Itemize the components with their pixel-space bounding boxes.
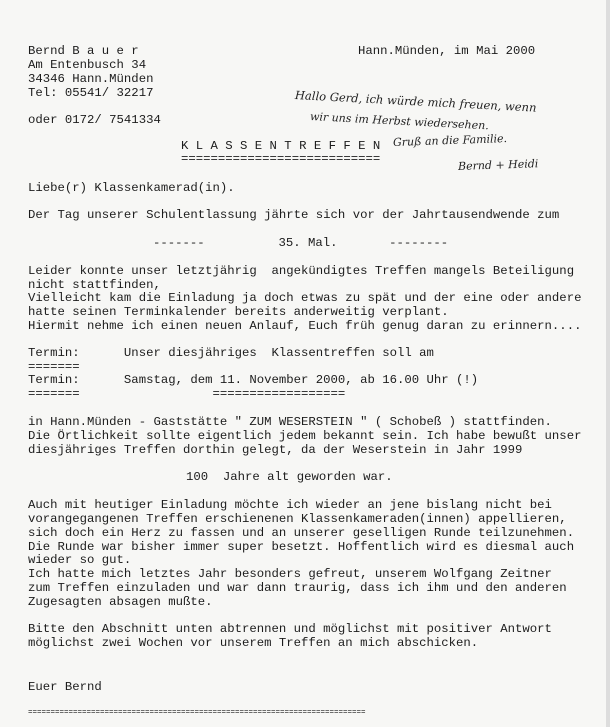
anniversary-line: ------- 35. Mal. -------- [153, 236, 449, 250]
para2-line-2: Die Örtlichkeit sollte eigentlich jedem bekannt sein. Ich habe bewußt unser [28, 429, 582, 443]
termin-rule-1: ======= [28, 360, 80, 374]
para3-line-3: sich doch ein Herz zu fassen und an unserer geselligen Runde teilzunehmen. [28, 526, 575, 540]
closing-signature: Euer Bernd [28, 680, 102, 694]
para4-line-1: Bitte den Abschnitt unten abtrennen und möglichst mit positiver Antwort [28, 622, 552, 636]
para3-line-1: Auch mit heutiger Einladung möchte ich wieder an jene bislang nicht bei [28, 498, 552, 512]
handwritten-signature: Bernd + Heidi [457, 157, 539, 173]
termin-line-1: Termin: Unser diesjähriges Klassentreffen soll am [28, 346, 434, 360]
para3-line-4: Die Runde war bisher immer super besetzt. Hoffentlich wird es diesmal auch [28, 540, 575, 554]
sender-street: Am Entenbusch 34 [28, 58, 147, 72]
para2-line-1: in Hann.Münden - Gaststätte " ZUM WESERSTEIN " ( Schobeß ) stattfinden. [28, 415, 552, 429]
para1-line-2: nicht stattfinden, [28, 278, 161, 292]
para3-line-7: zum Treffen einzuladen und war dann traurig, dass ich ihm und den anderen [28, 581, 567, 595]
termin-line-2: Termin: Samstag, dem 11. November 2000, ab 16.00 Uhr (!) [28, 373, 479, 387]
para2-line-3: diesjähriges Treffen dorthin gelegt, da der Weserstein in Jahr 1999 [28, 443, 523, 457]
handwritten-line-2: wir uns im Herbst wiedersehen. [309, 110, 490, 133]
para3-line-2: vorangegangenen Treffen erschienenen Klassenkameraden(innen) appellieren, [28, 512, 567, 526]
letter-title: K L A S S E N T R E F F E N [181, 139, 381, 153]
sender-name: Bernd B a u e r [28, 44, 139, 58]
para3-line-6: Ich hatte mich letztes Jahr besonders gefreut, unserem Wolfgang Zeitner [28, 567, 552, 581]
termin-rule-2: ======= ================== [28, 387, 346, 401]
page-edge-shadow [606, 0, 610, 727]
place-date: Hann.Münden, im Mai 2000 [358, 44, 536, 58]
para1-line-3: Vielleicht kam die Einladung ja doch etwas zu spät und der eine oder andere [28, 291, 582, 305]
para4-line-2: möglichst zwei Wochen vor unserem Treffen an mich abschicken. [28, 636, 479, 650]
years-line: 100 Jahre alt geworden war. [186, 470, 393, 484]
title-underline: =========================== [181, 152, 381, 166]
sender-phone: Tel: 05541/ 32217 [28, 86, 154, 100]
handwritten-line-1: Hallo Gerd, ich würde mich freuen, wenn [294, 88, 537, 115]
sender-city: 34346 Hann.Münden [28, 72, 154, 86]
handwritten-line-3: Gruß an die Familie. [392, 132, 508, 149]
para3-line-8: Zugesagten absagen mußte. [28, 595, 213, 609]
para1-line-5: Hiermit nehme ich einen neuen Anlauf, Euch früh genug daran zu erinnern.... [28, 319, 582, 333]
para1-line-1: Leider konnte unser letztjährig angekündigtes Treffen mangels Beteiligung [28, 264, 575, 278]
intro-line: Der Tag unserer Schulentlassung jährte sich vor der Jahrtausendwende zum [28, 208, 560, 222]
salutation: Liebe(r) Klassenkamerad(in). [28, 181, 235, 195]
sender-mobile: oder 0172/ 7541334 [28, 113, 161, 127]
para3-line-5: wieder so gut. [28, 553, 132, 567]
para1-line-4: hatte seinen Terminkalender bereits anderweitig verplant. [28, 305, 449, 319]
cut-line: =========================================================================== [28, 709, 366, 717]
